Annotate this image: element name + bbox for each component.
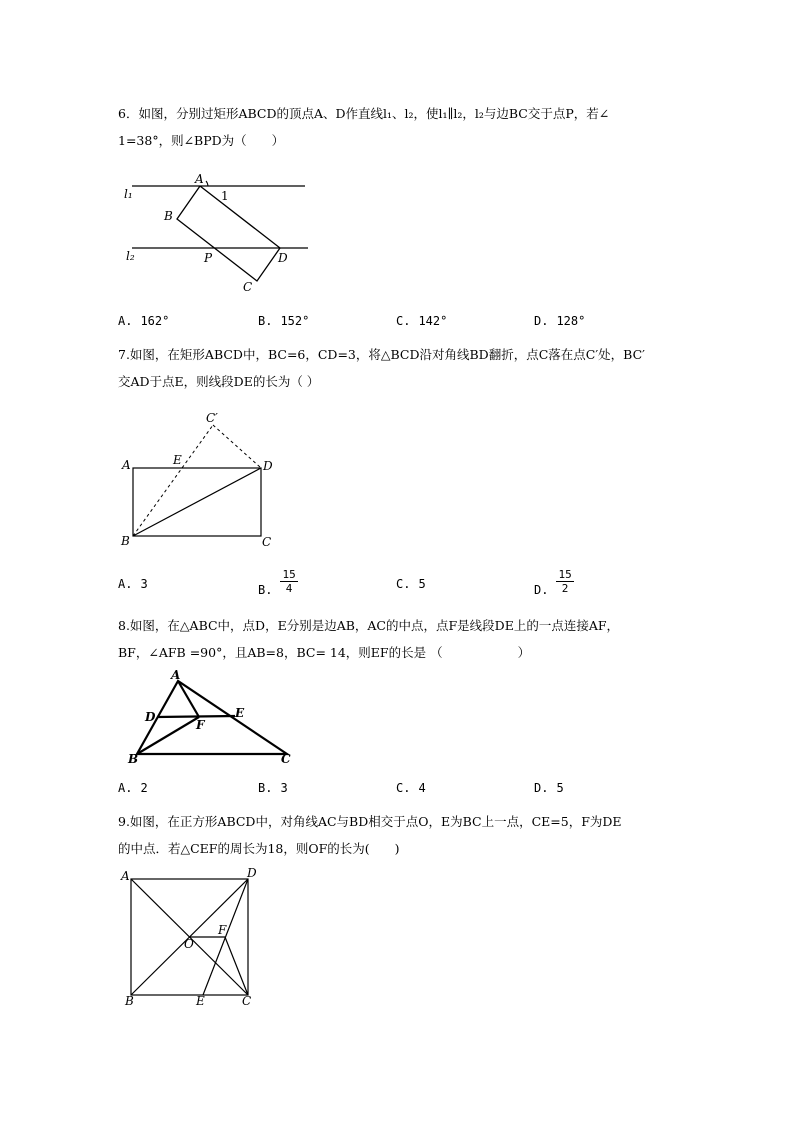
label-E: E xyxy=(196,994,205,1008)
option-a[interactable]: A. 162° xyxy=(118,314,170,328)
question-6-line-1: 6．如图，分别过矩形ABCD的顶点A、D作直线l₁、l₂，使l₁∥l₂，l₂与边BC交于点P，若∠ xyxy=(118,106,610,121)
label-angle-1: 1 xyxy=(221,189,229,203)
question-6-text xyxy=(118,100,678,154)
label-P: P xyxy=(204,251,213,265)
label-F: F xyxy=(196,718,205,732)
question-7-text xyxy=(118,341,678,395)
question-7-line-2: 交AD于点E，则线段DE的长为（ ） xyxy=(118,374,320,389)
question-8-text xyxy=(118,612,678,666)
question-8-line-1: 8.如图，在△ABC中，点D，E分别是边AB，AC的中点，点F是线段DE上的一点连接AF， xyxy=(118,618,620,633)
label-D: D xyxy=(263,459,273,473)
label-A: A xyxy=(195,172,204,186)
label-B: B xyxy=(128,752,139,766)
label-B: B xyxy=(125,994,134,1008)
label-O: O xyxy=(184,937,194,951)
label-C: C xyxy=(242,994,252,1008)
question-7-line-1: 7.如图，在矩形ABCD中，BC=6，CD=3，将△BCD沿对角线BD翻折，点C落在点C′处，BC′ xyxy=(118,347,645,362)
label-C: C xyxy=(262,535,272,549)
option-d[interactable]: D. 5 xyxy=(534,781,564,795)
question-9-text xyxy=(118,808,678,862)
label-E: E xyxy=(235,706,245,720)
option-c[interactable]: C. 5 xyxy=(396,577,426,591)
question-6-figure xyxy=(120,170,320,300)
label-A: A xyxy=(171,668,181,682)
question-6-options xyxy=(118,314,678,334)
question-9-line-2: 的中点．若△CEF的周长为18，则OF的长为( ) xyxy=(118,841,400,856)
option-c[interactable]: C. 142° xyxy=(396,314,448,328)
option-b[interactable]: B. $\frac{15}{4}$ xyxy=(258,568,296,597)
option-c[interactable]: C. 4 xyxy=(396,781,426,795)
question-9-line-1: 9.如图，在正方形ABCD中，对角线AC与BD相交于点O，E为BC上一点，CE=5，F为DE xyxy=(118,814,622,829)
label-l2: l₂ xyxy=(126,249,135,263)
option-d[interactable]: D. $\frac{15}{2}$ xyxy=(534,568,572,597)
option-d[interactable]: D. 128° xyxy=(534,314,586,328)
label-C-prime: C′ xyxy=(206,411,218,425)
label-C: C xyxy=(281,752,291,766)
option-b[interactable]: B. 152° xyxy=(258,314,310,328)
label-D: D xyxy=(145,710,156,724)
label-A: A xyxy=(121,869,130,883)
question-7-figure xyxy=(118,405,288,550)
label-B: B xyxy=(121,534,130,548)
label-l1: l₁ xyxy=(124,187,133,201)
question-8-options xyxy=(118,781,678,801)
option-a[interactable]: A. 3 xyxy=(118,577,148,591)
label-A: A xyxy=(122,458,131,472)
label-D: D xyxy=(278,251,288,265)
question-9-figure xyxy=(118,868,268,1010)
question-8-line-2: BF，∠AFB =90°，且AB=8，BC= 14，则EF的长是 （ ） xyxy=(118,645,531,660)
label-B: B xyxy=(164,209,173,223)
option-b[interactable]: B. 3 xyxy=(258,781,288,795)
option-a[interactable]: A. 2 xyxy=(118,781,148,795)
label-F: F xyxy=(218,923,227,937)
question-6-line-2: 1=38°，则∠BPD为（ ） xyxy=(118,133,285,148)
label-C: C xyxy=(243,280,253,294)
label-E: E xyxy=(173,453,182,467)
label-D: D xyxy=(247,866,257,880)
question-8-figure xyxy=(125,668,300,768)
question-7-options xyxy=(118,568,678,597)
